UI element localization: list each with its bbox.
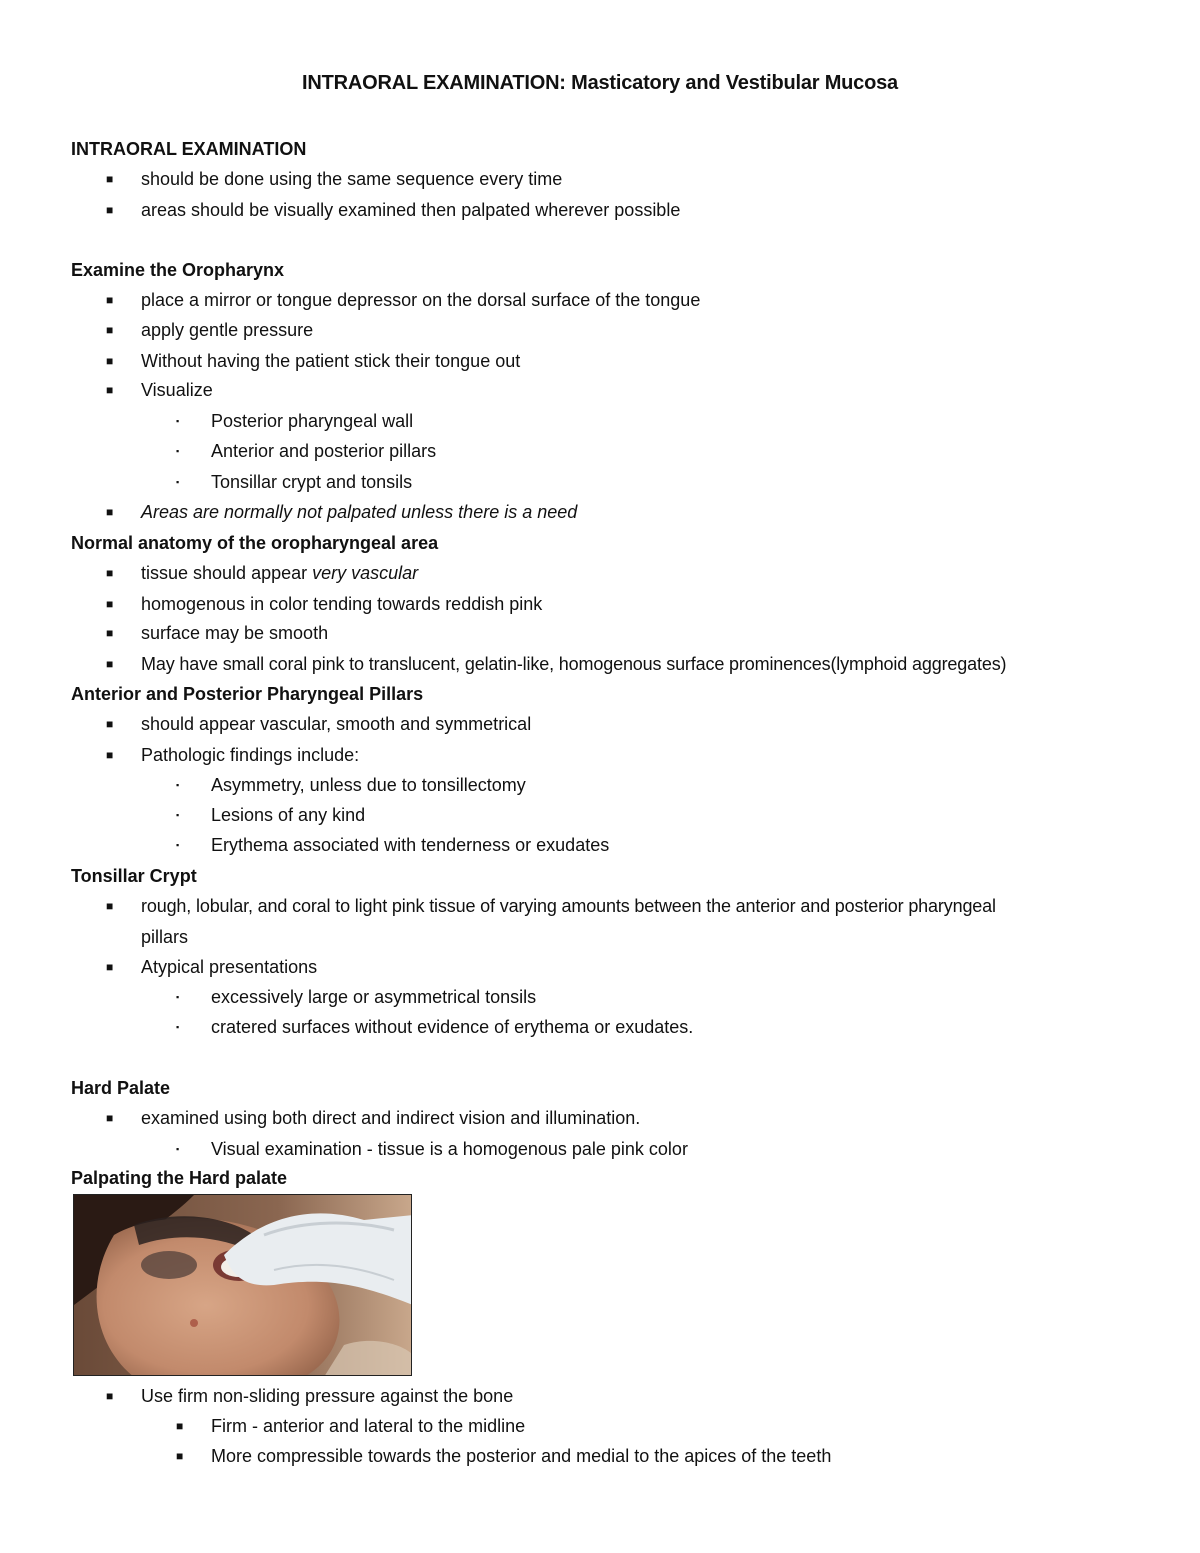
list-item-text: tissue should appear	[141, 563, 313, 583]
sub-bullet-icon: ▪	[176, 1144, 180, 1154]
sub-list-item: Posterior pharyngeal wall	[211, 411, 414, 431]
list-item: rough, lobular, and coral to light pink tissue of varying amounts between the anterior and posterior pharyngeal	[141, 896, 996, 916]
list-item: Use firm non-sliding pressure against the bone	[141, 1386, 514, 1406]
emphasis-text: very vascular	[312, 563, 419, 583]
list-item: surface may be smooth	[141, 623, 329, 643]
heading-palpating: Palpating the Hard palate	[71, 1168, 288, 1188]
list-item: May have small coral pink to translucent, gelatin-like, homogenous surface prominences(lymphoid aggregates)	[141, 654, 1007, 674]
sub-bullet-icon: ▪	[176, 780, 180, 790]
list-item: Visualize	[141, 380, 213, 400]
note-item: Areas are normally not palpated unless there is a need	[141, 502, 578, 522]
list-item: homogenous in color tending towards reddish pink	[141, 594, 543, 614]
palpation-photo	[73, 1194, 412, 1376]
sub-bullet-icon: ▪	[176, 992, 180, 1002]
bullet-icon: ■	[106, 717, 114, 731]
sub-list-item: More compressible towards the posterior and medial to the apices of the teeth	[211, 1446, 832, 1466]
sub-bullet-icon: ■	[176, 1419, 184, 1433]
bullet-icon: ■	[106, 505, 114, 519]
palpation-photo-image	[74, 1195, 412, 1376]
heading-tonsillar-crypt: Tonsillar Crypt	[71, 866, 197, 886]
bullet-icon: ■	[106, 1389, 114, 1403]
sub-bullet-icon: ■	[176, 1449, 184, 1463]
list-item	[141, 561, 418, 585]
bullet-icon: ■	[106, 960, 114, 974]
sub-list-item: Tonsillar crypt and tonsils	[211, 472, 413, 492]
bullet-icon: ■	[106, 657, 114, 671]
list-item: apply gentle pressure	[141, 320, 314, 340]
list-item-continuation: pillars	[141, 927, 189, 947]
list-item: Atypical presentations	[141, 957, 318, 977]
sub-bullet-icon: ▪	[176, 477, 180, 487]
bullet-icon: ■	[106, 899, 114, 913]
bullet-icon: ■	[106, 323, 114, 337]
bullet-icon: ■	[106, 383, 114, 397]
list-item: place a mirror or tongue depressor on the dorsal surface of the tongue	[141, 290, 701, 310]
list-item: should be done using the same sequence every time	[141, 169, 563, 189]
list-item: areas should be visually examined then palpated wherever possible	[141, 200, 681, 220]
heading-intraoral: INTRAORAL EXAMINATION	[71, 139, 307, 159]
bullet-icon: ■	[106, 293, 114, 307]
sub-bullet-icon: ▪	[176, 840, 180, 850]
sub-list-item: Anterior and posterior pillars	[211, 441, 437, 461]
sub-list-item: excessively large or asymmetrical tonsils	[211, 987, 537, 1007]
heading-hard-palate: Hard Palate	[71, 1078, 171, 1098]
heading-normal-anatomy: Normal anatomy of the oropharyngeal area	[71, 533, 439, 553]
bullet-icon: ■	[106, 597, 114, 611]
bullet-icon: ■	[106, 354, 114, 368]
heading-oropharynx: Examine the Oropharynx	[71, 260, 285, 280]
list-item: examined using both direct and indirect vision and illumination.	[141, 1108, 641, 1128]
list-item: should appear vascular, smooth and symmetrical	[141, 714, 532, 734]
sub-bullet-icon: ▪	[176, 416, 180, 426]
bullet-icon: ■	[106, 1111, 114, 1125]
sub-list-item: Visual examination - tissue is a homogenous pale pink color	[211, 1139, 688, 1159]
bullet-icon: ■	[106, 203, 114, 217]
list-item: Pathologic findings include:	[141, 745, 360, 765]
bullet-icon: ■	[106, 172, 114, 186]
list-item: Without having the patient stick their tongue out	[141, 351, 521, 371]
sub-list-item: cratered surfaces without evidence of erythema or exudates.	[211, 1017, 694, 1037]
bullet-icon: ■	[106, 748, 114, 762]
bullet-icon: ■	[106, 566, 114, 580]
heading-pillars: Anterior and Posterior Pharyngeal Pillars	[71, 684, 424, 704]
sub-list-item: Erythema associated with tenderness or exudates	[211, 835, 610, 855]
sub-list-item: Lesions of any kind	[211, 805, 366, 825]
bullet-icon: ■	[106, 626, 114, 640]
sub-list-item: Asymmetry, unless due to tonsillectomy	[211, 775, 526, 795]
sub-bullet-icon: ▪	[176, 810, 180, 820]
sub-bullet-icon: ▪	[176, 1022, 180, 1032]
document-title: INTRAORAL EXAMINATION: Masticatory and Vestibular Mucosa	[302, 72, 898, 94]
sub-bullet-icon: ▪	[176, 446, 180, 456]
sub-list-item: Firm - anterior and lateral to the midline	[211, 1416, 526, 1436]
